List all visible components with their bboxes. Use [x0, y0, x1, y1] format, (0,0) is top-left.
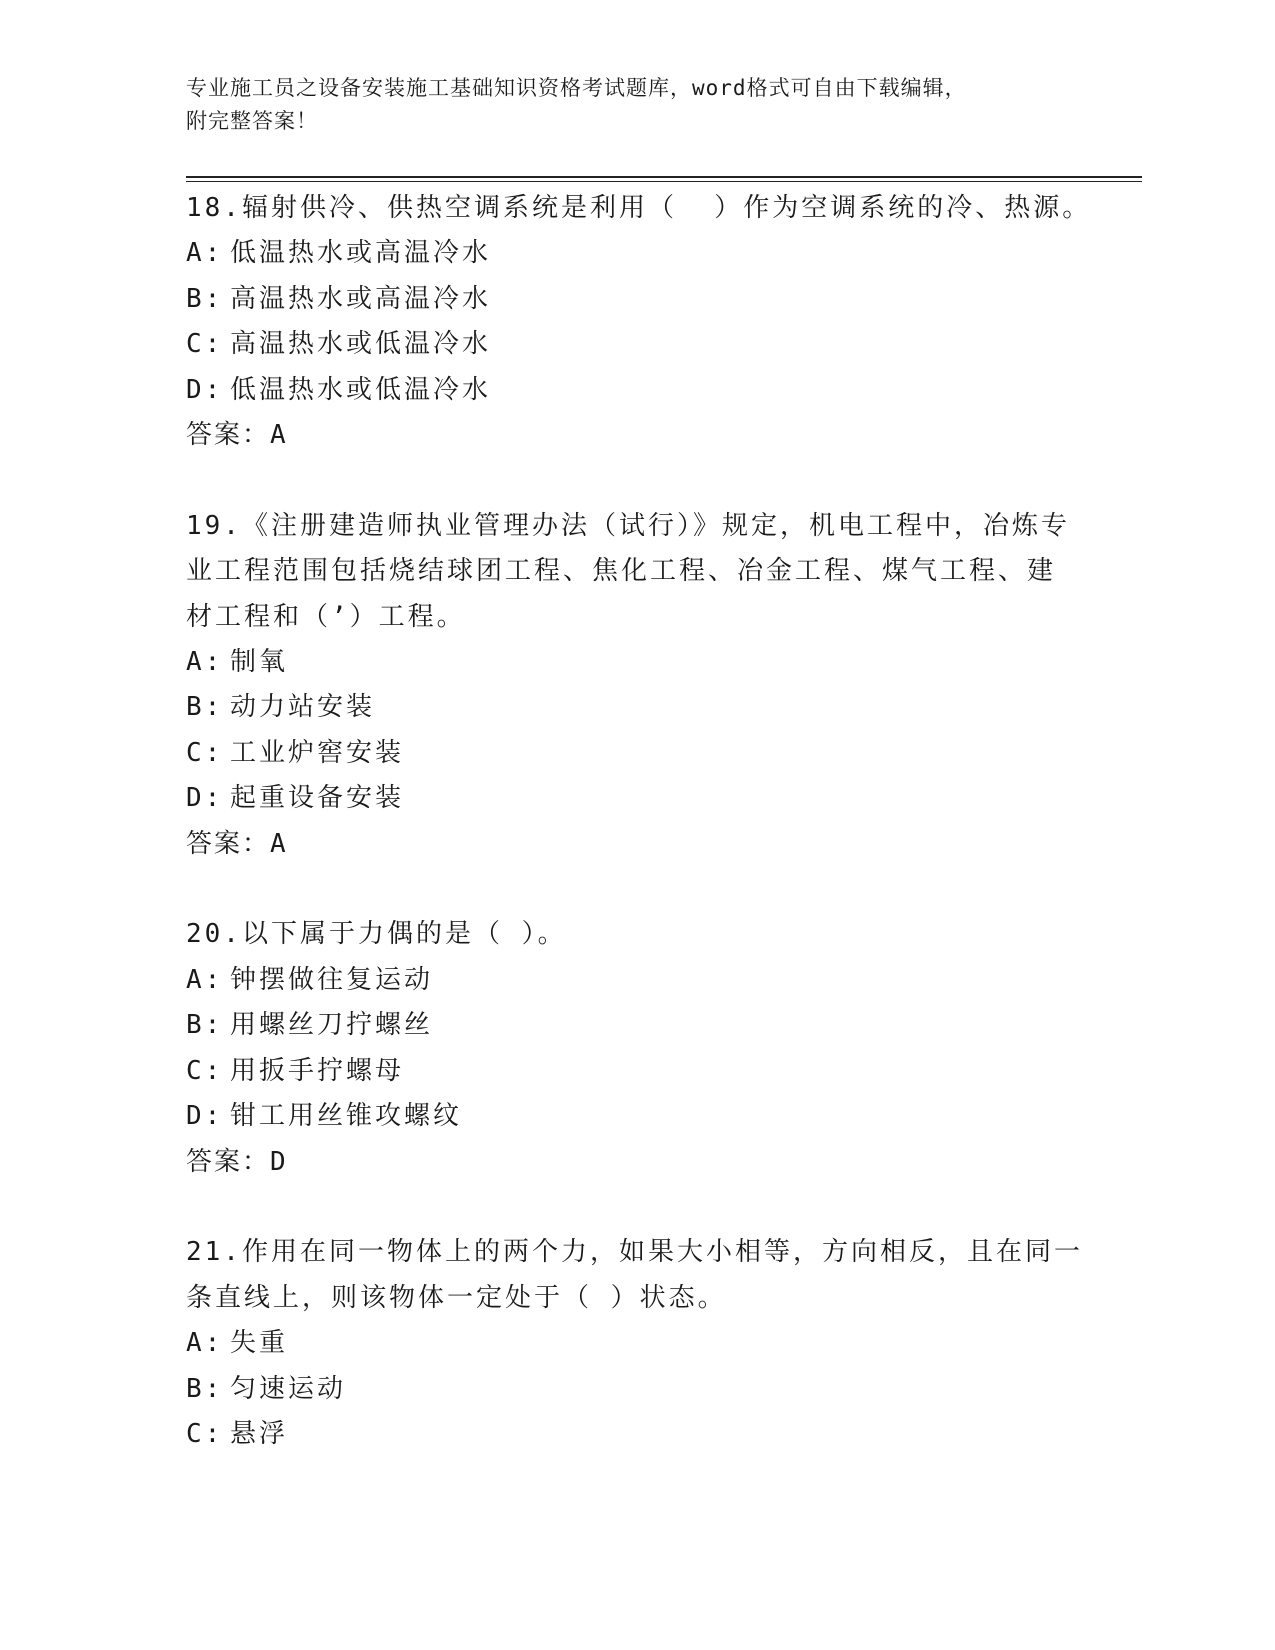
question-stem: 业工程范围包括烧结球团工程、焦化工程、冶金工程、煤气工程、建	[186, 556, 1057, 587]
option-c	[186, 1049, 1086, 1094]
option-b	[186, 277, 1086, 322]
option-a	[186, 1321, 1086, 1366]
spacer	[186, 458, 1086, 503]
option-letter: B:	[186, 1010, 224, 1041]
option-letter: D:	[186, 1101, 224, 1132]
option-text: 失重	[230, 1328, 289, 1359]
spacer	[186, 1185, 1086, 1230]
option-text: 低温热水或高温冷水	[230, 238, 492, 269]
option-text: 起重设备安装	[230, 783, 405, 814]
option-letter: A:	[186, 1328, 224, 1359]
option-letter: C:	[186, 1418, 224, 1449]
option-letter: C:	[186, 329, 224, 360]
question-stem: 20.以下属于力偶的是（ ）。	[186, 919, 567, 950]
option-d	[186, 776, 1086, 821]
question-19	[186, 504, 1086, 867]
option-a	[186, 958, 1086, 1003]
option-d	[186, 1094, 1086, 1139]
option-c	[186, 322, 1086, 367]
option-c	[186, 731, 1086, 776]
option-letter: A:	[186, 964, 224, 995]
option-text: 钳工用丝锥攻螺纹	[230, 1101, 463, 1132]
option-text: 高温热水或高温冷水	[230, 283, 492, 314]
question-20	[186, 912, 1086, 1184]
option-letter: D:	[186, 374, 224, 405]
question-stem: 21.作用在同一物体上的两个力，如果大小相等，方向相反，且在同一	[186, 1237, 1083, 1268]
option-text: 动力站安装	[230, 692, 376, 723]
option-letter: B:	[186, 692, 224, 723]
header-line-2: 附完整答案！	[186, 109, 318, 133]
option-letter: B:	[186, 283, 224, 314]
option-text: 用扳手拧螺母	[230, 1055, 405, 1086]
option-letter: C:	[186, 737, 224, 768]
option-text: 高温热水或低温冷水	[230, 329, 492, 360]
header-divider-thin	[186, 181, 1142, 182]
option-a	[186, 640, 1086, 685]
answer-line: 答案：A	[186, 828, 288, 859]
option-a	[186, 231, 1086, 276]
option-text: 低温热水或低温冷水	[230, 374, 492, 405]
option-d	[186, 368, 1086, 413]
option-text: 工业炉窖安装	[230, 737, 405, 768]
option-text: 悬浮	[230, 1418, 289, 1449]
option-b	[186, 1003, 1086, 1048]
option-text: 匀速运动	[230, 1373, 347, 1404]
option-b	[186, 685, 1086, 730]
option-letter: C:	[186, 1055, 224, 1086]
question-stem: 材工程和（’）工程。	[186, 601, 466, 632]
answer-line: 答案：A	[186, 420, 288, 451]
question-stem: 条直线上，则该物体一定处于（ ）状态。	[186, 1282, 727, 1313]
header-divider-thick	[186, 176, 1142, 178]
option-text: 用螺丝刀拧螺丝	[230, 1010, 434, 1041]
option-letter: D:	[186, 783, 224, 814]
document-header	[186, 72, 1086, 138]
option-text: 钟摆做往复运动	[230, 964, 434, 995]
option-letter: A:	[186, 238, 224, 269]
question-stem: 18.辐射供冷、供热空调系统是利用（ ）作为空调系统的冷、热源。	[186, 193, 1092, 223]
option-c	[186, 1412, 1086, 1457]
answer-line: 答案：D	[186, 1146, 288, 1177]
spacer	[186, 867, 1086, 912]
question-18	[186, 186, 1092, 458]
option-letter: B:	[186, 1373, 224, 1404]
option-b	[186, 1367, 1086, 1412]
question-list	[186, 186, 1092, 1457]
header-line-1: 专业施工员之设备安装施工基础知识资格考试题库，word格式可自由下载编辑，	[186, 76, 967, 100]
question-21	[186, 1230, 1086, 1457]
option-text: 制氧	[230, 647, 289, 678]
question-stem: 19.《注册建造师执业管理办法（试行）》规定，机电工程中，冶炼专	[186, 510, 1070, 541]
option-letter: A:	[186, 647, 224, 678]
